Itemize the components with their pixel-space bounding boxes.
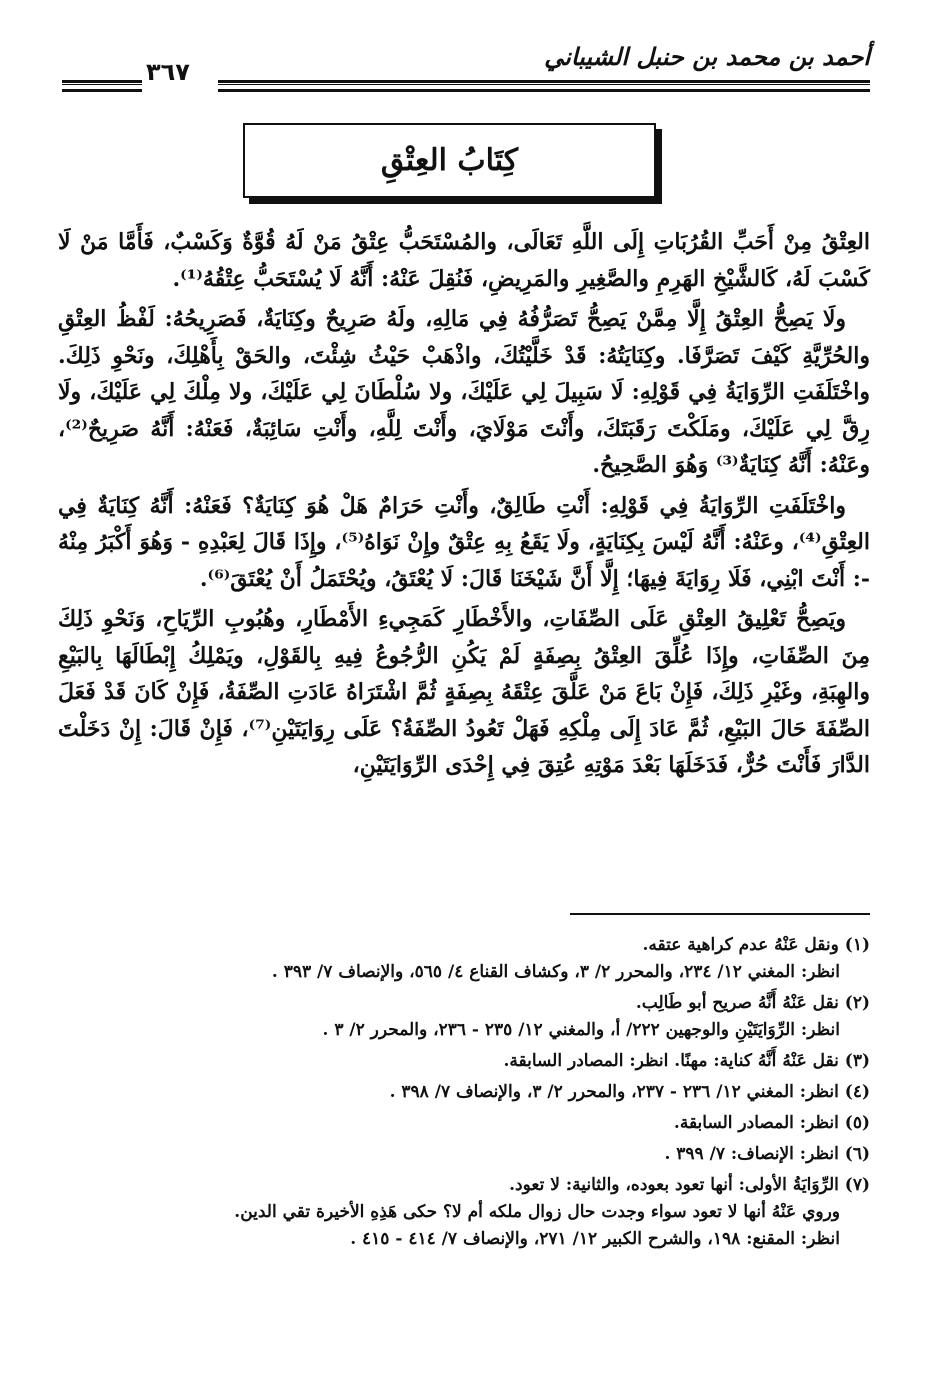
footnote-line: انظر: الرِّوَايَتَيْنِ والوجهين ٢٢٢/ أ، والمغني ١٢/ ٢٣٥ - ٢٣٦، والمحرر ٢/ ٣ . [322,1020,840,1040]
running-title: أحمد بن محمد بن حنبل الشيباني [544,42,870,71]
page-header [58,30,870,100]
footnote-5 [58,1110,870,1137]
paragraph: واخْتَلَفَتِ الرِّوَايَةُ فِي قَوْلِهِ: أَنْتِ طَالِقٌ، وأَنْتِ حَرَامٌ هَلْ هُوَ كِنَايَةٌ؟ فَعَنْهُ: أَنَّهُ كِنَايَةٌ فِي العِتْقِ⁽⁴⁾، وعَنْهُ: أَنَّهُ لَيْسَ بِكِنَايَةٍ، ولَا يَقَعُ بِهِ عِتْقٌ وإِنْ نَوَاهُ⁽⁵⁾، وإِذَا قَالَ لِعَبْدِهِ - وَهُوَ أَكْبَرُ مِنْهُ -: أَنْتَ ابْنِي، فَلَا رِوَايَةَ فِيهَا؛ إِلَّا أَنَّ شَيْخَنَا قَالَ: لَا يُعْتَقُ، ويُحْتَمَلُ أَنْ يُعْتَقَ⁽⁶⁾. [58,492,870,592]
footnote-line: (٢) نقل عَنْهُ أَنَّهُ صريح أبو طَالِب. [635,993,870,1013]
footnote-7 [58,1172,870,1253]
paragraph: ويَصِحُّ تَعْلِيقُ العِتْقِ عَلَى الصِّفَاتِ، والأَخْطَارِ كَمَجِيءِ الأَمْطَارِ، وهُبُوبِ الرِّيَاحِ، وَنَحْوِ ذَلِكَ مِنَ الصِّفَاتِ، وإِذَا عُلِّقَ العِتْقُ بِصِفَةٍ لَمْ يَكُنِ الرُّجُوعُ فِيهِ بِالقَوْلِ، ويَمْلِكُ إِبْطَالَهَا بِالبَيْعِ والهِبَةِ، وغَيْرِ ذَلِكَ، فَإِنْ بَاعَ مَنْ عَلَّقَ عِتْقَهُ بِصِفَةٍ ثُمَّ اشْتَرَاهُ عَادَتِ الصِّفَةُ، فَإِنْ كَانَ قَدْ فَعَلَ الصِّفَةَ حَالَ البَيْعِ، ثُمَّ عَادَ إِلَى مِلْكِهِ فَهَلْ تَعُودُ الصِّفَةُ؟ عَلَى رِوَايَتَيْنِ⁽⁷⁾، فَإِنْ قَالَ: إِنْ دَخَلْتَ الدَّارَ فَأَنْتَ حُرٌّ، فَدَخَلَهَا بَعْدَ مَوْتِهِ عُتِقَ فِي إِحْدَى الرِّوَايَتَيْنِ، [58,606,870,778]
chapter-title-box [243,123,656,198]
footnote-line: (٣) نقل عَنْهُ أَنَّهُ كناية: مهنًا. انظر: المصادر السابقة. [503,1051,870,1071]
footnote-line: (١) ونقل عَنْهُ عدم كراهية عتقه. [642,935,870,955]
footnote-1 [58,932,870,986]
footnote-2 [58,990,870,1044]
footnote-line: وروي عَنْهُ أنها لا تعود سواء وجدت حال زوال ملكه أم لا؟ حكى هَذِهِ الأخيرة تقي الدين. [234,1202,840,1222]
footnote-line: (٥) انظر: المصادر السابقة. [673,1113,870,1133]
footnote-line: انظر: المغني ١٢/ ٢٣٤، والمحرر ٢/ ٣، وكشاف القناع ٤/ ٥٦٥، والإنصاف ٧/ ٣٩٣ . [271,962,840,982]
footnote-line: (٦) انظر: الإنصاف: ٧/ ٣٩٩ . [664,1144,870,1164]
footnote-6 [58,1141,870,1168]
paragraph: العِتْقُ مِنْ أَحَبِّ القُرُبَاتِ إِلَى اللَّهِ تَعَالَى، والمُسْتَحَبُّ عِتْقُ مَنْ لَهُ قُوَّةٌ وَكَسْبٌ، فَأَمَّا مَنْ لَا كَسْبَ لَهُ، كَالشَّيْخِ الهَرِمِ والصَّغِيرِ والمَرِيضِ، فَنُقِلَ عَنْهُ: أَنَّهُ لَا يُسْتَحَبُّ عِتْقُهُ⁽¹⁾. [58,229,870,292]
chapter-title: كِتَابُ العِتْقِ [380,143,519,178]
footnote-separator [570,913,870,915]
paragraph: ولَا يَصِحُّ العِتْقُ إِلَّا مِمَّنْ يَصِحُّ تَصَرُّفُهُ فِي مَالِهِ، ولَهُ صَرِيحٌ وكِنَايَةٌ، فَصَرِيحُهُ: لَفْظُ العِتْقِ والحُرِّيَّةِ كَيْفَ تَصَرَّفَا. وكِنَايَتُهُ: قَدْ خَلَّيْتُكَ، واذْهَبْ حَيْثُ شِئْتَ، والحَقْ بِأَهْلِكَ، ونَحْوِ ذَلِكَ. واخْتَلَفَتِ الرِّوَايَةُ فِي قَوْلِهِ: لَا سَبِيلَ لِي عَلَيْكَ، ولا سُلْطَانَ لِي عَلَيْكَ، ولا مِلْكَ لِي عَلَيْكَ، ولَا رِقَّ لِي عَلَيْكَ، ومَلَكْتَ رَقَبَتَكَ، وأَنْتَ مَوْلَايَ، وأَنْتَ لِلَّهِ، وأَنْتِ سَائِبَةٌ، فَعَنْهُ: أَنَّهُ صَرِيحٌ⁽²⁾، وعَنْهُ: أَنَّهُ كِنَايَةٌ⁽³⁾ وَهُوَ الصَّحِيحُ. [58,306,870,478]
footnote-4 [58,1079,870,1106]
footnote-line: (٤) انظر: المغني ١٢/ ٢٣٦ - ٢٣٧، والمحرر ٢/ ٣، والإنصاف ٧/ ٣٩٨ . [389,1082,870,1102]
header-rule-left [62,80,142,92]
footnotes [58,932,870,1257]
footnote-line: انظر: المقنع: ١٩٨، والشرح الكبير ١٢/ ٢٧١، والإنصاف ٧/ ٤١٤ - ٤١٥ . [350,1229,840,1249]
main-text [58,224,870,788]
page-number: ٣٦٧ [146,58,190,86]
footnote-3 [58,1048,870,1075]
footnote-line: (٧) الرِّوَايَةُ الأولى: أنها تعود بعوده، والثانية: لا تعود. [509,1175,870,1195]
header-rule-right [218,80,870,92]
